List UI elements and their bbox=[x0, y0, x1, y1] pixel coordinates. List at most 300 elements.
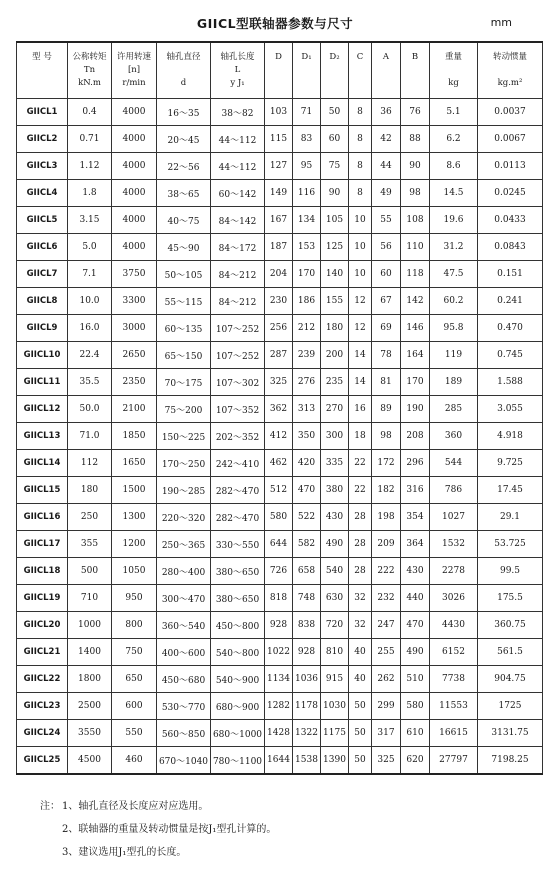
table-cell: 0.470 bbox=[478, 315, 543, 342]
header-line: 轴孔直径 bbox=[166, 52, 201, 62]
table-cell: 8 bbox=[349, 180, 372, 207]
table-cell: 204 bbox=[265, 261, 293, 288]
model-cell: GIICL9 bbox=[17, 315, 68, 342]
table-cell: 330～550 bbox=[211, 531, 265, 558]
header-line bbox=[17, 64, 67, 77]
table-cell: 1200 bbox=[112, 531, 157, 558]
table-cell: 167 bbox=[265, 207, 293, 234]
table-cell: 580 bbox=[265, 504, 293, 531]
header-line: y J₁ bbox=[230, 78, 245, 88]
table-cell: 60～135 bbox=[157, 315, 211, 342]
table-cell: 155 bbox=[321, 288, 349, 315]
table-cell: 180 bbox=[68, 477, 112, 504]
table-cell: 50 bbox=[349, 747, 372, 775]
table-cell: 142 bbox=[401, 288, 430, 315]
table-cell: 60 bbox=[321, 126, 349, 153]
table-cell: 84～172 bbox=[211, 234, 265, 261]
table-cell: 550 bbox=[112, 720, 157, 747]
table-cell: 262 bbox=[372, 666, 401, 693]
page-title: GIICL型联轴器参数与尺寸 bbox=[196, 16, 354, 31]
header-line bbox=[372, 77, 400, 90]
table-cell: 1050 bbox=[112, 558, 157, 585]
header-line: 公称转矩 bbox=[72, 52, 107, 62]
table-cell: 98 bbox=[372, 423, 401, 450]
table-row bbox=[17, 639, 543, 666]
table-cell: 4430 bbox=[430, 612, 478, 639]
header-line bbox=[349, 64, 371, 77]
header-line: 轴孔长度 bbox=[220, 52, 255, 62]
table-cell: 3550 bbox=[68, 720, 112, 747]
table-cell: 450～680 bbox=[157, 666, 211, 693]
table-cell: 3026 bbox=[430, 585, 478, 612]
table-row bbox=[17, 396, 543, 423]
column-header bbox=[321, 42, 349, 99]
table-cell: 0.0037 bbox=[478, 99, 543, 126]
table-cell: 2500 bbox=[68, 693, 112, 720]
header-line bbox=[401, 77, 429, 90]
table-cell: 430 bbox=[321, 504, 349, 531]
header-row bbox=[17, 42, 543, 99]
table-cell: 8.6 bbox=[430, 153, 478, 180]
table-cell: 270 bbox=[321, 396, 349, 423]
table-cell: 400～600 bbox=[157, 639, 211, 666]
table-cell: 95 bbox=[293, 153, 321, 180]
table-cell: 172 bbox=[372, 450, 401, 477]
table-cell: 115 bbox=[265, 126, 293, 153]
table-cell: 680～1000 bbox=[211, 720, 265, 747]
table-cell: 299 bbox=[372, 693, 401, 720]
table-cell: 84～142 bbox=[211, 207, 265, 234]
table-cell: 170 bbox=[401, 369, 430, 396]
header-line: D₁ bbox=[301, 52, 312, 62]
table-cell: 316 bbox=[401, 477, 430, 504]
model-cell: GIICL8 bbox=[17, 288, 68, 315]
table-row bbox=[17, 207, 543, 234]
table-cell: 22～56 bbox=[157, 153, 211, 180]
table-cell: 500 bbox=[68, 558, 112, 585]
table-cell: 285 bbox=[430, 396, 478, 423]
table-cell: 470 bbox=[293, 477, 321, 504]
table-cell: 1725 bbox=[478, 693, 543, 720]
table-cell: 9.725 bbox=[478, 450, 543, 477]
table-cell: 10 bbox=[349, 234, 372, 261]
table-cell: 276 bbox=[293, 369, 321, 396]
table-cell: 280～400 bbox=[157, 558, 211, 585]
table-cell: 4000 bbox=[112, 126, 157, 153]
header-line bbox=[17, 77, 67, 90]
table-cell: 412 bbox=[265, 423, 293, 450]
table-cell: 83 bbox=[293, 126, 321, 153]
table-cell: 42 bbox=[372, 126, 401, 153]
model-cell: GIICL23 bbox=[17, 693, 68, 720]
header-line bbox=[321, 64, 348, 77]
table-cell: 658 bbox=[293, 558, 321, 585]
table-cell: 522 bbox=[293, 504, 321, 531]
table-cell: 45～90 bbox=[157, 234, 211, 261]
table-cell: 60 bbox=[372, 261, 401, 288]
table-cell: 325 bbox=[372, 747, 401, 775]
table-cell: 28 bbox=[349, 558, 372, 585]
table-cell: 1282 bbox=[265, 693, 293, 720]
note-3 bbox=[40, 841, 276, 864]
table-body bbox=[17, 99, 543, 775]
table-cell: 1400 bbox=[68, 639, 112, 666]
table-cell: 1644 bbox=[265, 747, 293, 775]
table-cell: 1300 bbox=[112, 504, 157, 531]
table-cell: 710 bbox=[68, 585, 112, 612]
table-cell: 800 bbox=[112, 612, 157, 639]
note-prefix: 注： bbox=[40, 801, 60, 812]
table-cell: 55～115 bbox=[157, 288, 211, 315]
table-row bbox=[17, 99, 543, 126]
table-cell: 1027 bbox=[430, 504, 478, 531]
table-cell: 90 bbox=[401, 153, 430, 180]
table-cell: 1532 bbox=[430, 531, 478, 558]
table-row bbox=[17, 612, 543, 639]
table-cell: 29.1 bbox=[478, 504, 543, 531]
table-cell: 49 bbox=[372, 180, 401, 207]
header-line bbox=[265, 77, 292, 90]
header-line: [n] bbox=[127, 65, 141, 75]
table-cell: 65～150 bbox=[157, 342, 211, 369]
table-row bbox=[17, 747, 543, 775]
table-cell: 748 bbox=[293, 585, 321, 612]
table-cell: 430 bbox=[401, 558, 430, 585]
header-line bbox=[401, 64, 429, 77]
table-cell: 222 bbox=[372, 558, 401, 585]
column-header bbox=[430, 42, 478, 99]
table-cell: 103 bbox=[265, 99, 293, 126]
column-header bbox=[157, 42, 211, 99]
table-cell: 350 bbox=[293, 423, 321, 450]
table-cell: 0.745 bbox=[478, 342, 543, 369]
table-cell: 4000 bbox=[112, 180, 157, 207]
table-cell: 232 bbox=[372, 585, 401, 612]
model-cell: GIICL16 bbox=[17, 504, 68, 531]
table-cell: 313 bbox=[293, 396, 321, 423]
table-cell: 750 bbox=[112, 639, 157, 666]
note-text: 3、建议选用J₁型孔的长度。 bbox=[62, 847, 187, 858]
table-cell: 282～470 bbox=[211, 504, 265, 531]
table-cell: 170～250 bbox=[157, 450, 211, 477]
table-cell: 4.918 bbox=[478, 423, 543, 450]
table-cell: 44～112 bbox=[211, 126, 265, 153]
table-cell: 186 bbox=[293, 288, 321, 315]
table-cell: 75 bbox=[321, 153, 349, 180]
table-cell: 838 bbox=[293, 612, 321, 639]
table-cell: 150～225 bbox=[157, 423, 211, 450]
table-cell: 1022 bbox=[265, 639, 293, 666]
table-cell: 95.8 bbox=[430, 315, 478, 342]
table-cell: 462 bbox=[265, 450, 293, 477]
model-cell: GIICL12 bbox=[17, 396, 68, 423]
table-cell: 1322 bbox=[293, 720, 321, 747]
table-row bbox=[17, 153, 543, 180]
table-cell: 40～75 bbox=[157, 207, 211, 234]
table-cell: 208 bbox=[401, 423, 430, 450]
table-cell: 510 bbox=[401, 666, 430, 693]
table-cell: 7.1 bbox=[68, 261, 112, 288]
header-line: C bbox=[356, 52, 364, 62]
unit-label: mm bbox=[490, 16, 512, 29]
table-cell: 22 bbox=[349, 477, 372, 504]
table-cell: 470 bbox=[401, 612, 430, 639]
note-2 bbox=[40, 818, 276, 841]
table-cell: 490 bbox=[321, 531, 349, 558]
table-cell: 450～800 bbox=[211, 612, 265, 639]
table-cell: 7738 bbox=[430, 666, 478, 693]
table-cell: 32 bbox=[349, 585, 372, 612]
table-cell: 71 bbox=[293, 99, 321, 126]
table-cell: 187 bbox=[265, 234, 293, 261]
header-line: 许用转速 bbox=[116, 52, 151, 62]
table-cell: 250～365 bbox=[157, 531, 211, 558]
table-cell: 250 bbox=[68, 504, 112, 531]
table-cell: 78 bbox=[372, 342, 401, 369]
table-cell: 69 bbox=[372, 315, 401, 342]
table-cell: 81 bbox=[372, 369, 401, 396]
table-cell: 67 bbox=[372, 288, 401, 315]
table-cell: 18 bbox=[349, 423, 372, 450]
header-line: kg bbox=[448, 78, 459, 88]
table-cell: 818 bbox=[265, 585, 293, 612]
table-cell: 153 bbox=[293, 234, 321, 261]
table-cell: 582 bbox=[293, 531, 321, 558]
table-cell: 380～650 bbox=[211, 558, 265, 585]
table-cell: 364 bbox=[401, 531, 430, 558]
table-row bbox=[17, 450, 543, 477]
table-cell: 107～302 bbox=[211, 369, 265, 396]
table-cell: 119 bbox=[430, 342, 478, 369]
table-cell: 540～900 bbox=[211, 666, 265, 693]
column-header bbox=[293, 42, 321, 99]
table-cell: 3300 bbox=[112, 288, 157, 315]
table-cell: 110 bbox=[401, 234, 430, 261]
table-cell: 242～410 bbox=[211, 450, 265, 477]
table-cell: 75～200 bbox=[157, 396, 211, 423]
table-cell: 720 bbox=[321, 612, 349, 639]
table-cell: 16 bbox=[349, 396, 372, 423]
table-cell: 116 bbox=[293, 180, 321, 207]
header-line bbox=[321, 77, 348, 90]
table-cell: 1.8 bbox=[68, 180, 112, 207]
table-cell: 12 bbox=[349, 315, 372, 342]
table-cell: 180 bbox=[321, 315, 349, 342]
model-cell: GIICL3 bbox=[17, 153, 68, 180]
table-row bbox=[17, 720, 543, 747]
table-cell: 380 bbox=[321, 477, 349, 504]
table-cell: 40 bbox=[349, 639, 372, 666]
table-cell: 170 bbox=[293, 261, 321, 288]
header-line bbox=[478, 64, 542, 77]
table-cell: 600 bbox=[112, 693, 157, 720]
note-text: 1、轴孔直径及长度应对应选用。 bbox=[62, 801, 209, 812]
table-cell: 44 bbox=[372, 153, 401, 180]
table-cell: 904.75 bbox=[478, 666, 543, 693]
table-row bbox=[17, 693, 543, 720]
table-cell: 70～175 bbox=[157, 369, 211, 396]
header-line: D bbox=[275, 52, 282, 62]
table-cell: 105 bbox=[321, 207, 349, 234]
header-line: d bbox=[180, 78, 187, 88]
table-cell: 360.75 bbox=[478, 612, 543, 639]
table-row bbox=[17, 369, 543, 396]
table-cell: 0.0843 bbox=[478, 234, 543, 261]
table-cell: 560～850 bbox=[157, 720, 211, 747]
column-header bbox=[211, 42, 265, 99]
table-cell: 1000 bbox=[68, 612, 112, 639]
table-cell: 6.2 bbox=[430, 126, 478, 153]
table-cell: 50 bbox=[321, 99, 349, 126]
table-cell: 335 bbox=[321, 450, 349, 477]
table-cell: 84～212 bbox=[211, 261, 265, 288]
header-line: 型 号 bbox=[32, 52, 52, 62]
table-cell: 189 bbox=[430, 369, 478, 396]
table-cell: 0.4 bbox=[68, 99, 112, 126]
table-cell: 108 bbox=[401, 207, 430, 234]
header-line bbox=[372, 64, 400, 77]
model-cell: GIICL22 bbox=[17, 666, 68, 693]
table-cell: 0.241 bbox=[478, 288, 543, 315]
table-cell: 440 bbox=[401, 585, 430, 612]
table-cell: 7198.25 bbox=[478, 747, 543, 775]
table-row bbox=[17, 315, 543, 342]
table-row bbox=[17, 180, 543, 207]
spec-table bbox=[16, 41, 543, 775]
model-cell: GIICL5 bbox=[17, 207, 68, 234]
table-row bbox=[17, 666, 543, 693]
table-cell: 149 bbox=[265, 180, 293, 207]
table-cell: 2350 bbox=[112, 369, 157, 396]
table-cell: 1800 bbox=[68, 666, 112, 693]
table-cell: 670～1040 bbox=[157, 747, 211, 775]
column-header bbox=[112, 42, 157, 99]
table-cell: 786 bbox=[430, 477, 478, 504]
table-cell: 28 bbox=[349, 504, 372, 531]
table-cell: 1.588 bbox=[478, 369, 543, 396]
column-header bbox=[17, 42, 68, 99]
header-line: 重量 bbox=[444, 52, 462, 62]
table-cell: 0.0245 bbox=[478, 180, 543, 207]
table-row bbox=[17, 423, 543, 450]
table-cell: 1.12 bbox=[68, 153, 112, 180]
header-line bbox=[293, 64, 320, 77]
table-cell: 190 bbox=[401, 396, 430, 423]
table-cell: 1030 bbox=[321, 693, 349, 720]
table-cell: 5.1 bbox=[430, 99, 478, 126]
table-cell: 118 bbox=[401, 261, 430, 288]
table-cell: 107～252 bbox=[211, 315, 265, 342]
table-cell: 107～252 bbox=[211, 342, 265, 369]
table-cell: 0.0067 bbox=[478, 126, 543, 153]
column-header bbox=[401, 42, 430, 99]
table-cell: 512 bbox=[265, 477, 293, 504]
table-cell: 89 bbox=[372, 396, 401, 423]
table-cell: 4000 bbox=[112, 99, 157, 126]
table-cell: 125 bbox=[321, 234, 349, 261]
table-cell: 134 bbox=[293, 207, 321, 234]
table-cell: 16615 bbox=[430, 720, 478, 747]
header-line: kN.m bbox=[78, 78, 101, 88]
table-cell: 4500 bbox=[68, 747, 112, 775]
column-header bbox=[265, 42, 293, 99]
table-cell: 380～650 bbox=[211, 585, 265, 612]
header-line: kg.m² bbox=[497, 78, 523, 88]
column-header bbox=[68, 42, 112, 99]
table-cell: 420 bbox=[293, 450, 321, 477]
table-cell: 140 bbox=[321, 261, 349, 288]
table-cell: 650 bbox=[112, 666, 157, 693]
model-cell: GIICL2 bbox=[17, 126, 68, 153]
table-cell: 16～35 bbox=[157, 99, 211, 126]
table-cell: 3750 bbox=[112, 261, 157, 288]
title-row bbox=[0, 14, 550, 34]
table-cell: 915 bbox=[321, 666, 349, 693]
table-cell: 5.0 bbox=[68, 234, 112, 261]
model-cell: GIICL10 bbox=[17, 342, 68, 369]
table-cell: 164 bbox=[401, 342, 430, 369]
header-line: Tn bbox=[83, 65, 96, 75]
table-cell: 175.5 bbox=[478, 585, 543, 612]
table-cell: 14 bbox=[349, 342, 372, 369]
table-row bbox=[17, 585, 543, 612]
model-cell: GIICL19 bbox=[17, 585, 68, 612]
table-cell: 287 bbox=[265, 342, 293, 369]
notes bbox=[40, 795, 276, 864]
table-cell: 530～770 bbox=[157, 693, 211, 720]
table-cell: 540～800 bbox=[211, 639, 265, 666]
table-cell: 282～470 bbox=[211, 477, 265, 504]
table-cell: 35.5 bbox=[68, 369, 112, 396]
table-cell: 230 bbox=[265, 288, 293, 315]
header-line bbox=[430, 64, 477, 77]
table-cell: 2650 bbox=[112, 342, 157, 369]
model-cell: GIICL6 bbox=[17, 234, 68, 261]
table-cell: 20～45 bbox=[157, 126, 211, 153]
table-cell: 1850 bbox=[112, 423, 157, 450]
table-cell: 44～112 bbox=[211, 153, 265, 180]
table-cell: 50.0 bbox=[68, 396, 112, 423]
table-cell: 50 bbox=[349, 720, 372, 747]
table-cell: 22.4 bbox=[68, 342, 112, 369]
table-cell: 202～352 bbox=[211, 423, 265, 450]
table-cell: 4000 bbox=[112, 234, 157, 261]
table-cell: 11553 bbox=[430, 693, 478, 720]
table-cell: 38～65 bbox=[157, 180, 211, 207]
table-cell: 112 bbox=[68, 450, 112, 477]
table-cell: 182 bbox=[372, 477, 401, 504]
table-cell: 726 bbox=[265, 558, 293, 585]
table-cell: 28 bbox=[349, 531, 372, 558]
header-line bbox=[265, 64, 292, 77]
table-cell: 355 bbox=[68, 531, 112, 558]
model-cell: GIICL1 bbox=[17, 99, 68, 126]
table-cell: 354 bbox=[401, 504, 430, 531]
model-cell: GIICL17 bbox=[17, 531, 68, 558]
table-cell: 209 bbox=[372, 531, 401, 558]
table-cell: 4000 bbox=[112, 207, 157, 234]
table-cell: 317 bbox=[372, 720, 401, 747]
table-cell: 14.5 bbox=[430, 180, 478, 207]
model-cell: GIICL20 bbox=[17, 612, 68, 639]
table-row bbox=[17, 342, 543, 369]
table-cell: 3.055 bbox=[478, 396, 543, 423]
table-cell: 1175 bbox=[321, 720, 349, 747]
table-cell: 540 bbox=[321, 558, 349, 585]
table-cell: 325 bbox=[265, 369, 293, 396]
table-cell: 1428 bbox=[265, 720, 293, 747]
table-cell: 16.0 bbox=[68, 315, 112, 342]
